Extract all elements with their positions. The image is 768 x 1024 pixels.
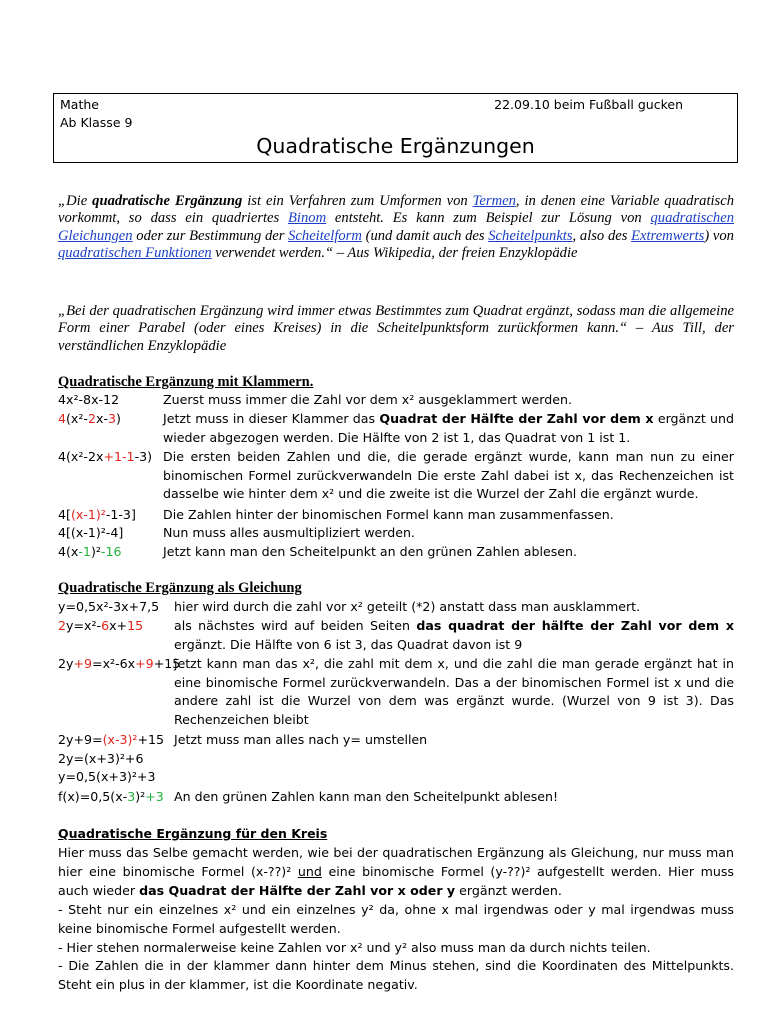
quote-text: ist ein Verfahren zum Umformen von: [242, 193, 473, 209]
expr-part: )²: [135, 789, 146, 804]
quote-bold-term: quadratische Ergänzung: [92, 193, 243, 209]
step-expression: [58, 617, 143, 636]
step-explanation: An den grünen Zahlen kann man den Scheitelpunkt ablesen!: [174, 789, 559, 804]
step-explanation: Die Zahlen hinter der binomischen Formel kann man zusammenfassen.: [163, 507, 614, 522]
expr-part: 15: [127, 618, 144, 633]
expr-part: 6: [101, 618, 110, 633]
step-row: [58, 543, 734, 562]
link-binom[interactable]: Binom: [288, 210, 327, 227]
expr-part: )²: [90, 544, 101, 559]
quote-text: „Die: [58, 193, 93, 209]
text-bold: das quadrat der hälfte der Zahl vor dem x: [416, 618, 734, 633]
grade-label: Ab Klasse 9: [60, 115, 133, 130]
kreis-bullet: - Die Zahlen die in der klammer dann hinter dem Minus stehen, sind die Koordinaten des Mittelpunkts. Steht ein plus in der klammer, ist die Koordinate negativ.: [58, 958, 734, 993]
step-expression: y=0,5(x+3)²+3: [58, 769, 156, 784]
text-part: ergänzt werden.: [455, 882, 562, 898]
page-title: Quadratische Ergänzungen: [256, 134, 535, 158]
step-expression: [58, 788, 164, 807]
text-part: ergänzt. Die Hälfte von 6 ist 3, das Quadrat davon ist 9: [174, 636, 523, 652]
text-part: als nächstes wird auf beiden Seiten: [174, 618, 417, 633]
expr-part: -3): [134, 449, 153, 464]
link-quadratische-funktionen[interactable]: quadratischen Funktionen: [58, 245, 212, 262]
step-expression: 2y=(x+3)²+6: [58, 751, 144, 766]
quote-text: verwendet werden.“ – Aus Wikipedia, der freien Enzyklopädie: [211, 245, 578, 262]
step-explanation: Jetzt kann man den Scheitelpunkt an den grünen Zahlen ablesen.: [163, 544, 578, 559]
quote-text: entsteht. Es kann zum Beispiel zur Lösung von: [326, 210, 651, 227]
quote-text: ) von: [704, 227, 734, 244]
step-row: [58, 788, 734, 807]
step-explanation: [174, 617, 734, 654]
text-part: Jetzt muss in dieser Klammer das: [163, 411, 380, 426]
step-row: [58, 750, 734, 769]
expr-part: 2: [58, 618, 67, 633]
date-note: 22.09.10 beim Fußball gucken: [494, 97, 683, 112]
expr-part: 4(x: [58, 544, 79, 559]
quote-text: oder zur Bestimmung der: [132, 227, 289, 244]
quote-text: (und damit auch des: [361, 227, 489, 244]
step-expression: 4x²-8x-12: [58, 392, 120, 407]
step-explanation: jetzt kann man das x², die zahl mit dem x, und die zahl die man gerade ergänzt hat in eine binomische Formel zurückverwandeln. Das a der binomischen Formel ist x und die andere zahl ist die Wurzel von dem was ergänzt wurde. (Wurzel von 9 ist 3). Das Rechenzeichen bleibt: [174, 656, 734, 728]
text-bold: Quadrat der Hälfte der Zahl vor dem x: [379, 411, 654, 426]
expr-part: 3: [108, 411, 117, 426]
expr-part: -1-3]: [105, 507, 136, 522]
text-bold: das Quadrat der Hälfte der Zahl vor x oder y: [139, 882, 456, 898]
step-row: [58, 598, 734, 617]
expr-part: ): [116, 411, 121, 426]
step-explanation: Die ersten beiden Zahlen und die, die gerade ergänzt wurde, kann man nun zu einer binomischen Formel zurückverwandeln Die erste Zahl dabei ist x, das Rechenzeichen ist dasselbe wie hinter dem x² und die zweite ist die Wurzel der Zahl die ergänzt wurde.: [163, 449, 734, 502]
step-expression: y=0,5x²-3x+7,5: [58, 599, 160, 614]
step-row: [58, 768, 734, 787]
expr-part: 2y+9=: [58, 732, 103, 747]
step-row: [58, 448, 734, 505]
step-expression: [58, 543, 122, 562]
quote-text: , in denen eine Variable quadratisch vorkommt, so dass ein quadriertes: [58, 193, 735, 227]
expr-part: x+: [109, 618, 128, 633]
kreis-paragraph: [58, 844, 734, 901]
link-scheitelpunkts[interactable]: Scheitelpunkts: [488, 227, 573, 244]
expr-part: 3: [127, 789, 136, 804]
subject-label: Mathe: [60, 97, 99, 112]
expr-part: x-: [96, 411, 108, 426]
text-part: eine binomische Formel (y-??)² aufgestellt werden. Hier muss auch wieder: [58, 863, 734, 898]
link-termen[interactable]: Termen: [472, 193, 516, 209]
step-row: [58, 410, 734, 448]
kreis-explanation: [58, 844, 734, 995]
step-row: [58, 524, 734, 543]
expr-part: 4: [58, 411, 67, 426]
expr-part: =x²-6x: [92, 656, 136, 671]
step-explanation: [163, 410, 734, 447]
expr-part: f(x)=0,5(x-: [58, 789, 128, 804]
link-quadratische-gleichungen[interactable]: quadratischen Gleichungen: [58, 210, 734, 244]
expr-part: (x-3)²: [102, 732, 138, 747]
expr-part: +1-1: [103, 449, 135, 464]
step-expression: [58, 410, 121, 429]
expr-part: (x²-: [66, 411, 88, 426]
expr-part: +15: [153, 656, 181, 671]
expr-part: 4[: [58, 507, 71, 522]
expr-part: +3: [145, 789, 164, 804]
step-expression: [58, 448, 152, 467]
step-expression: [58, 655, 180, 674]
step-explanation: hier wird durch die zahl vor x² geteilt (*2) anstatt dass man ausklammert.: [174, 599, 641, 614]
step-row: [58, 617, 734, 655]
step-row: [58, 655, 734, 731]
wikipedia-quote: [58, 193, 734, 263]
step-row: [58, 391, 734, 410]
expr-part: (x-1)²: [70, 507, 106, 522]
step-explanation: Zuerst muss immer die Zahl vor dem x² ausgeklammert werden.: [163, 392, 572, 407]
expr-part: +9: [73, 656, 93, 671]
section-heading-klammern: Quadratische Ergänzung mit Klammern.: [58, 374, 314, 390]
expr-part: -16: [100, 544, 122, 559]
text-part: ergänzt und wieder abgezogen werden. Die Hälfte von 2 ist 1, das Quadrat von 1 ist 1.: [163, 411, 734, 445]
link-extremwerts[interactable]: Extremwerts: [631, 227, 705, 244]
expr-part: y=x²-: [66, 618, 102, 633]
quote-text: , also des: [572, 227, 632, 244]
step-expression: 4[(x-1)²-4]: [58, 525, 124, 540]
link-scheitelform[interactable]: Scheitelform: [288, 227, 362, 244]
step-expression: [58, 506, 136, 525]
step-explanation: Nun muss alles ausmultipliziert werden.: [163, 525, 415, 540]
text-part: Hier muss das Selbe gemacht werden, wie bei der quadratischen Ergänzung als Gleichung, nur muss man hier eine binomische Formel (x-??)²: [58, 845, 734, 879]
kreis-bullet: - Steht nur ein einzelnes x² und ein einzelnes y² da, ohne x mal irgendwas oder y mal irgendwas muss keine binomische Formel aufgestellt werden.: [58, 901, 734, 936]
step-explanation: Jetzt muss man alles nach y= umstellen: [174, 732, 428, 747]
section-heading-gleichung: Quadratische Ergänzung als Gleichung: [58, 580, 302, 596]
kreis-bullet: - Hier stehen normalerweise keine Zahlen vor x² und y² also muss man da durch nichts teilen.: [58, 939, 651, 955]
till-quote: „Bei der quadratischen Ergänzung wird immer etwas Bestimmtes zum Quadrat ergänzt, sodass man die allgemeine Form einer Parabel (oder eines Kreises) in die Scheitelpunktsform zurückformen kann.“ – Aus Till, der verständlichen Enzyklopädie: [58, 303, 734, 354]
section-heading-kreis: Quadratische Ergänzung für den Kreis: [58, 826, 328, 841]
text-underlined: und: [297, 863, 322, 879]
step-row: [58, 506, 734, 525]
expr-part: -1: [78, 544, 91, 559]
expr-part: 4(x²-2x: [58, 449, 104, 464]
expr-part: +15: [137, 732, 165, 747]
step-row: [58, 731, 734, 750]
expr-part: 2y: [58, 656, 74, 671]
expr-part: 2: [87, 411, 96, 426]
expr-part: +9: [135, 656, 154, 671]
header-box: [53, 93, 738, 163]
step-expression: [58, 731, 164, 750]
